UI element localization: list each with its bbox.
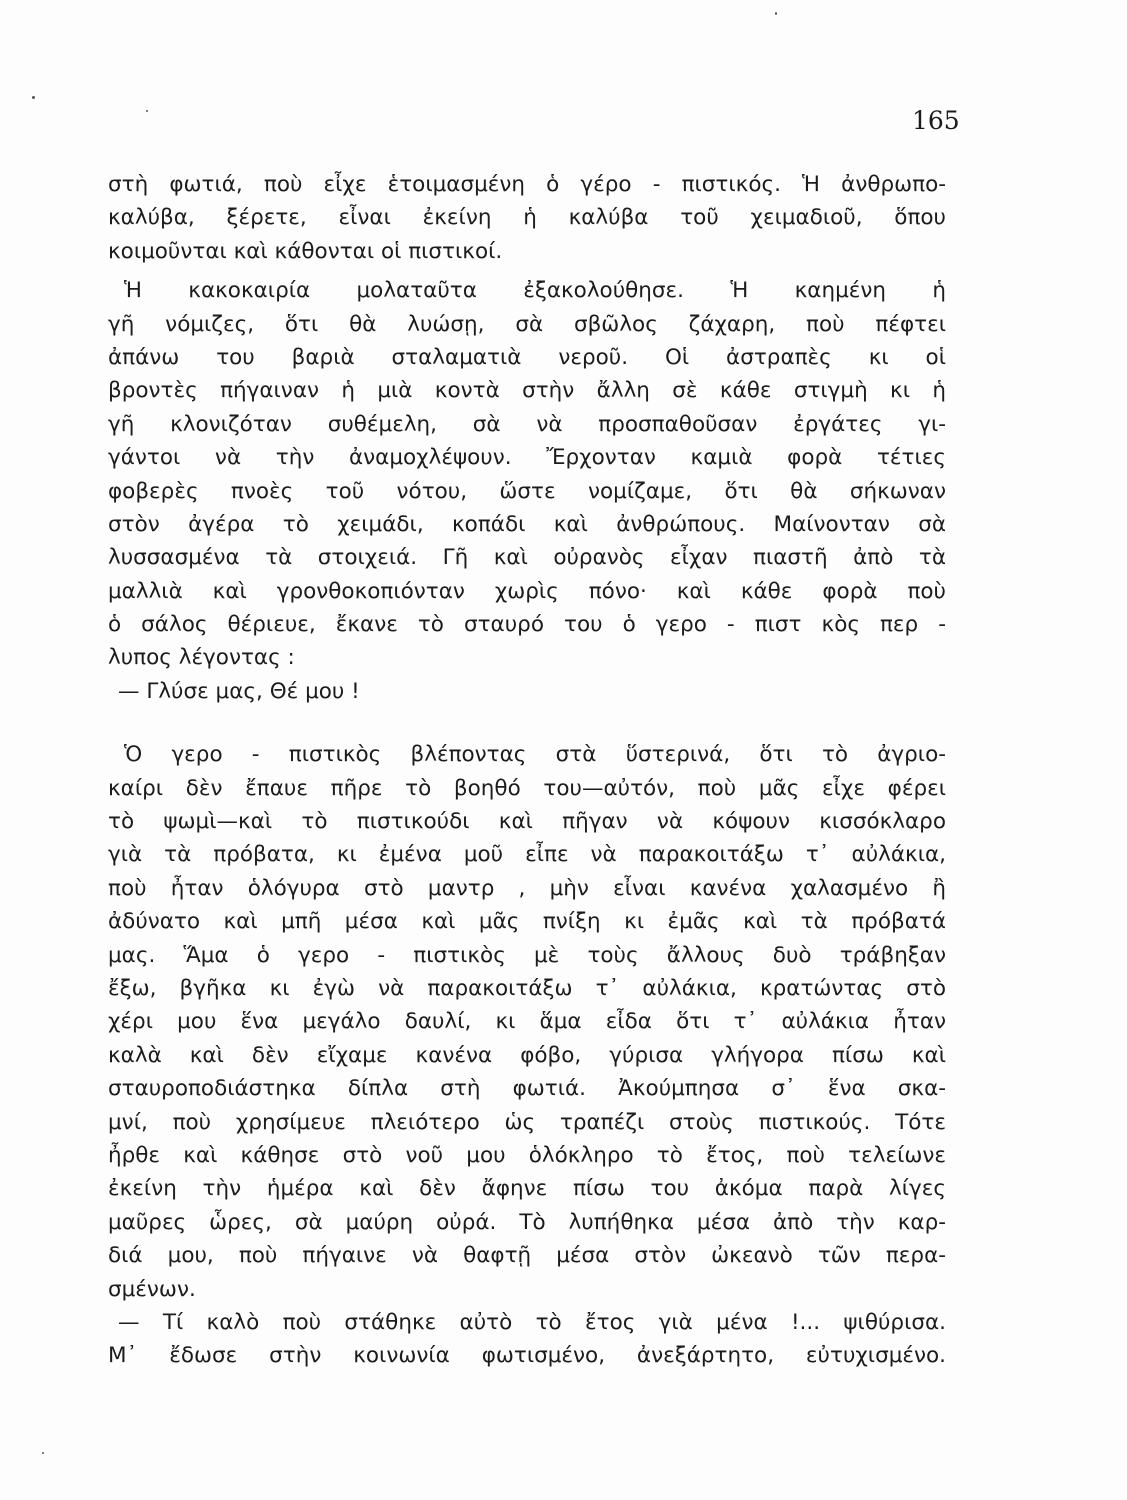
dialogue-line: — Τί καλὸ ποὺ στάθηκε αὐτὸ τὸ ἔτος γιὰ μένα !... ψιθύρισα. (118, 1309, 946, 1335)
text-line: γάντοι νὰ τὴν ἀναμοχλέψουν. Ἔρχονταν καμιὰ φορὰ τέτιες (108, 445, 946, 471)
text-line: χέρι μου ἕνα μεγάλο δαυλί, κι ἅμα εἶδα ὅτι τ᾽ αὐλάκια ἦταν (108, 1009, 946, 1035)
text-line: μαλλιὰ καὶ γρονθοκοπιόνταν χωρὶς πόνο· καὶ κάθε φορὰ ποὺ (108, 578, 946, 604)
text-line: ὁ σάλος θέριευε, ἔκανε τὸ σταυρό του ὁ γερο - πιστ κὸς περ - (108, 612, 946, 638)
text-line: φοβερὲς πνοὲς τοῦ νότου, ὥστε νομίζαμε, ὅτι θὰ σήκωναν (108, 478, 946, 504)
text-line: ἀπάνω του βαριὰ σταλαματιὰ νεροῦ. Οἱ ἀστραπὲς κι οἱ (108, 344, 946, 370)
text-line: σμένων. (108, 1276, 196, 1302)
text-line: Μ᾽ ἔδωσε στὴν κοινωνία φωτισμένο, ἀνεξάρτητο, εὐτυχισμένο. (108, 1343, 946, 1369)
text-line: καλὰ καὶ δὲν εἴχαμε κανένα φόβο, γύρισα γλήγορα πίσω καὶ (108, 1042, 946, 1068)
text-line: ἐκείνη τὴν ἡμέρα καὶ δὲν ἄφηνε πίσω του ἀκόμα παρὰ λίγες (108, 1176, 946, 1202)
scan-speck (146, 110, 148, 112)
text-line: κοιμοῦνται καὶ κάθονται οἱ πιστικοί. (108, 238, 503, 264)
text-line: μας. Ἅμα ὁ γερο - πιστικὸς μὲ τοὺς ἄλλους δυὸ τράβηξαν (108, 942, 946, 968)
text-line: καλύβα, ξέρετε, εἶναι ἐκείνη ἡ καλύβα τοῦ χειμαδιοῦ, ὅπου (108, 205, 946, 231)
paragraph-3 (108, 675, 946, 708)
text-line: ἀδύνατο καὶ μπῆ μέσα καὶ μᾶς πνίξη κι ἐμᾶς καὶ τὰ πρόβατά (108, 909, 946, 935)
text-line: λυπος λέγοντας : (108, 645, 295, 671)
text-line: διά μου, ποὺ πήγαινε νὰ θαφτῇ μέσα στὸν ὠκεανὸ τῶν περα- (108, 1243, 946, 1269)
paragraph-2 (108, 274, 946, 675)
text-line: Ὁ γερο - πιστικὸς βλέποντας στὰ ὕστερινά, ὅτι τὸ ἀγριο- (124, 742, 946, 768)
text-line: στὴ φωτιά, ποὺ εἶχε ἑτοιμασμένη ὁ γέρο - πιστικός. Ἡ ἀνθρωπο- (108, 172, 946, 197)
text-line: γῆ κλονιζόταν συθέμελη, σὰ νὰ προσπαθοῦσαν ἐργάτες γι- (108, 411, 946, 437)
paragraph-5 (108, 1306, 946, 1373)
text-line: Ἡ κακοκαιρία μολαταῦτα ἐξακολούθησε. Ἡ καημένη ἡ (124, 278, 946, 304)
text-line: καίρι δὲν ἔπαυε πῆρε τὸ βοηθό του—αὐτόν, ποὺ μᾶς εἶχε φέρει (108, 775, 946, 801)
page-body (108, 168, 946, 1373)
text-line: ποὺ ἦταν ὁλόγυρα στὸ μαντρ , μὴν εἶναι κανένα χαλασμένο ἢ (108, 875, 946, 901)
text-line: στὸν ἀγέρα τὸ χειμάδι, κοπάδι καὶ ἀνθρώπους. Μαίνονταν σὰ (108, 511, 946, 537)
dialogue-line: — Γλύσε μας, Θέ μου ! (118, 678, 360, 704)
text-line: γῆ νόμιζες, ὅτι θὰ λυώσῃ, σὰ σβῶλος ζάχαρη, ποὺ πέφτει (108, 311, 946, 337)
text-line: ἦρθε καὶ κάθησε στὸ νοῦ μου ὁλόκληρο τὸ ἔτος, ποὺ τελείωνε (108, 1142, 946, 1168)
paragraph-1 (108, 168, 946, 268)
text-line: τὸ ψωμὶ—καὶ τὸ πιστικούδι καὶ πῆγαν νὰ κόψουν κισσόκλαρο (108, 809, 946, 835)
scan-speck (32, 96, 35, 99)
text-line: γιὰ τὰ πρόβατα, κι ἐμένα μοῦ εἶπε νὰ παρακοιτάξω τ᾽ αὐλάκια, (108, 842, 946, 868)
text-line: μνί, ποὺ χρησίμευε πλειότερο ὡς τραπέζι στοὺς πιστικούς. Τότε (108, 1109, 946, 1135)
scan-speck (775, 12, 777, 15)
paragraph-4 (108, 738, 946, 1306)
text-line: λυσσασμένα τὰ στοιχειά. Γῆ καὶ οὐρανὸς εἶχαν πιαστῆ ἀπὸ τὰ (108, 545, 946, 571)
text-line: ἔξω, βγῆκα κι ἐγὼ νὰ παρακοιτάξω τ᾽ αὐλάκια, κρατώντας στὸ (108, 975, 946, 1001)
text-line: σταυροποδιάστηκα δίπλα στὴ φωτιά. Ἀκούμπησα σ᾽ ἕνα σκα- (108, 1076, 946, 1102)
scan-speck (42, 1452, 44, 1454)
page-number: 165 (912, 106, 960, 135)
text-line: μαῦρες ὧρες, σὰ μαύρη οὐρά. Τὸ λυπήθηκα μέσα ἀπὸ τὴν καρ- (108, 1209, 946, 1235)
text-line: βροντὲς πήγαιναν ἡ μιὰ κοντὰ στὴν ἄλλη σὲ κάθε στιγμὴ κι ἡ (108, 378, 946, 404)
